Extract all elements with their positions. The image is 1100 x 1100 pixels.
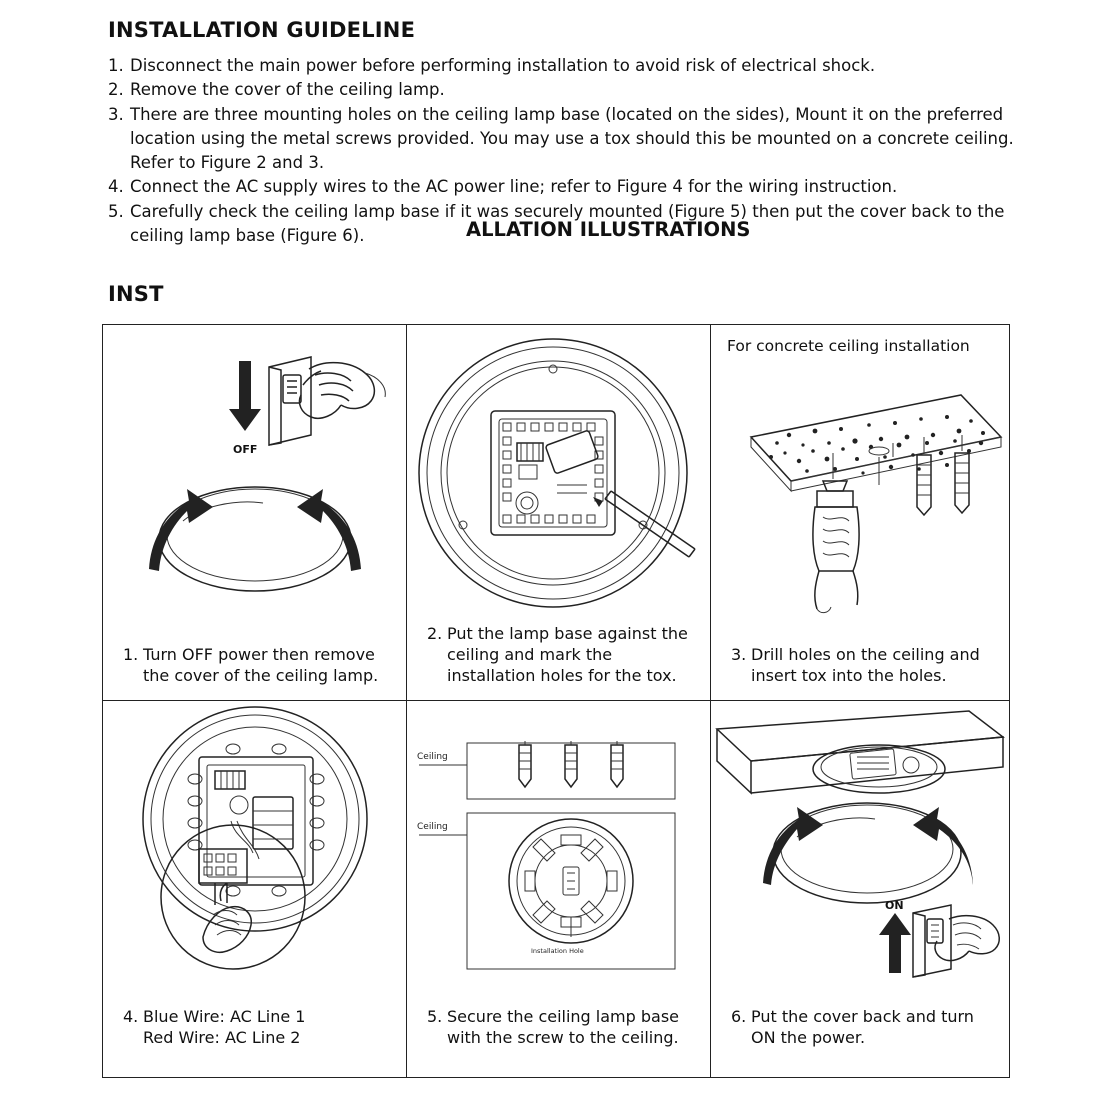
figure-6-caption	[731, 1006, 999, 1048]
figure-1-artwork	[103, 325, 407, 617]
ceiling-screws-panel	[417, 741, 675, 799]
caption-number: 2.	[427, 624, 443, 644]
pencil-illustration	[593, 491, 695, 557]
drill-illustration	[813, 453, 859, 613]
step-text: There are three mounting holes on the ceiling lamp base (located on the sides), Mount it on the preferred location using the metal screws provided. You may use a tox should this be mounted on a concrete ceiling. Refer to Figure 2 and 3.	[130, 104, 1014, 172]
svg-text:ON: ON	[885, 899, 904, 912]
figure-cell-1	[102, 324, 408, 702]
caption-text-line2: Red Wire: AC Line 2	[143, 1028, 301, 1048]
step-text: Remove the cover of the ceiling lamp.	[130, 80, 445, 100]
mounted-base-illustration	[717, 711, 1003, 793]
caption-number: 1.	[123, 645, 139, 665]
figure-4-caption	[123, 1006, 397, 1048]
figure-cell-3	[710, 324, 1010, 702]
rotation-arrows	[149, 489, 361, 571]
step-number: 2.	[108, 80, 124, 100]
inst-heading: INST	[108, 282, 164, 306]
figure-1-caption	[123, 644, 397, 686]
wiring-detail-callout	[161, 825, 305, 969]
figure-4-artwork	[103, 701, 407, 979]
illustrations-heading: ALLATION ILLUSTRATIONS	[466, 218, 751, 241]
figure-grid	[102, 324, 1010, 1076]
caption-number: 4.	[123, 1007, 139, 1027]
step-number: 1.	[108, 56, 124, 75]
figure-2-artwork	[407, 325, 711, 617]
hand-illustration	[299, 363, 385, 419]
figure-2-caption	[427, 623, 701, 686]
page-title: INSTALLATION GUIDELINE	[108, 18, 416, 42]
step-number: 3.	[108, 104, 124, 124]
caption-number: 3.	[731, 645, 747, 665]
caption-text: Turn OFF power then remove the cover of the ceiling lamp.	[143, 645, 379, 686]
svg-text:Ceiling: Ceiling	[417, 752, 448, 762]
figure-5-artwork	[407, 701, 711, 979]
concrete-ceiling-note: For concrete ceiling installation	[727, 337, 970, 355]
list-item	[108, 54, 1028, 78]
wall-switch-illustration	[879, 899, 999, 977]
figure-cell-4	[102, 700, 408, 1078]
caption-text: Secure the ceiling lamp base with the screw to the ceiling.	[447, 1007, 680, 1048]
list-item	[108, 103, 1028, 176]
figure-cell-5	[406, 700, 712, 1078]
wall-switch-illustration	[229, 357, 311, 456]
figure-3-caption	[731, 644, 999, 686]
concrete-slab-illustration	[751, 395, 1001, 491]
caption-text: Drill holes on the ceiling and insert tox into the holes.	[751, 645, 980, 686]
figure-cell-2	[406, 324, 712, 702]
step-text: Carefully check the ceiling lamp base if it was securely mounted (Figure 5) then put the cover back to the ceiling lamp base (Figure 6).	[130, 201, 1005, 245]
svg-text:OFF: OFF	[233, 443, 258, 456]
lamp-base-installed-panel	[417, 813, 675, 969]
step-number: 4.	[108, 177, 124, 197]
step-text: Connect the AC supply wires to the AC power line; refer to Figure 4 for the wiring instruction.	[130, 177, 898, 197]
lamp-base-top-view	[419, 339, 687, 607]
list-item	[108, 175, 1028, 199]
svg-text:Ceiling: Ceiling	[417, 822, 448, 832]
caption-number: 5.	[427, 1007, 443, 1027]
lamp-base-wiring-view	[143, 707, 367, 931]
figure-6-artwork	[711, 701, 1009, 979]
step-text: Disconnect the main power before performing installation to avoid risk of electrical shock.	[130, 56, 876, 75]
step-number: 5.	[108, 201, 124, 221]
figure-3-artwork	[711, 325, 1009, 617]
caption-number: 6.	[731, 1007, 747, 1027]
caption-text: Put the lamp base against the ceiling and mark the installation holes for the tox.	[447, 624, 688, 686]
caption-text-line1: Blue Wire: AC Line 1	[143, 1007, 306, 1027]
caption-text: Put the cover back and turn ON the power.	[751, 1007, 974, 1048]
svg-text:Installation Hole: Installation Hole	[531, 947, 584, 955]
figure-cell-6	[710, 700, 1010, 1078]
list-item	[108, 78, 1028, 102]
figure-5-caption	[427, 1006, 701, 1048]
